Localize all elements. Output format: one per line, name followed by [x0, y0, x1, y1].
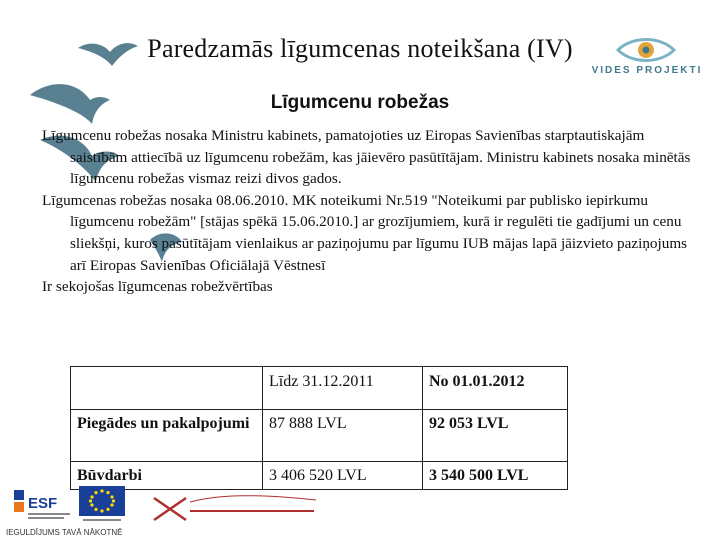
vides-projekti-logo — [586, 36, 708, 82]
slide-subtitle: Līgumcenu robežas — [270, 92, 450, 113]
table-cell: 3 406 520 LVL — [263, 462, 423, 490]
paragraph: Līgumcenas robežas nosaka 08.06.2010. MK noteikumi Nr.519 "Noteikumi par publisko iepirkumu līgumcenu robežām" [stājas spēkā 15.06.2010.] ar grozījumiem, kurā ir regulēti tie gadījumi un cenu sliekšņi, kuros pasūtītājam vienlaikus ar paziņojumu par līgumu IUB mājas lapā jāizvieto paziņojums arī Eiropas Savienības Oficiālajā Vēstnesī — [42, 191, 688, 274]
eye-logo-icon — [616, 36, 676, 64]
table-cell: Būvdarbi — [71, 462, 263, 490]
logo-text: VIDES PROJEKTI — [591, 65, 703, 76]
esf-label: ESF — [28, 495, 58, 512]
table-cell: 92 053 LVL — [423, 410, 568, 462]
partner-logo — [150, 494, 320, 524]
table-cell: 3 540 500 LVL — [423, 462, 568, 490]
paragraph: Ir sekojošas līgumcenas robežvērtības — [42, 278, 273, 296]
esf-logo — [12, 486, 74, 526]
footer-caption: IEGULDĪJUMS TAVĀ NĀKOTNĒ — [6, 528, 123, 537]
footer-logos — [0, 486, 720, 540]
table-row — [71, 410, 568, 462]
slide-title: Paredzamās līgumcenas noteikšana (IV) — [147, 34, 573, 63]
table-header-cell: No 01.01.2012 — [423, 367, 568, 410]
table-header-row — [71, 367, 568, 410]
body-text — [42, 125, 692, 298]
price-threshold-table — [70, 366, 568, 490]
table-cell: Piegādes un pakalpojumi — [71, 410, 263, 462]
eu-flag-icon — [77, 486, 127, 524]
table-header-cell: Līdz 31.12.2011 — [263, 367, 423, 410]
table-cell: 87 888 LVL — [263, 410, 423, 462]
paragraph: Līgumcenu robežas nosaka Ministru kabinets, pamatojoties uz Eiropas Savienības starptautiskajām saistībām attiecībā uz līgumcenu robežām, kas jāievēro pasūtītājam. Ministru kabinets nosaka minētās līgumcenu robežas vismaz reizi divos gados. — [42, 127, 691, 188]
table-header-cell — [71, 367, 263, 410]
